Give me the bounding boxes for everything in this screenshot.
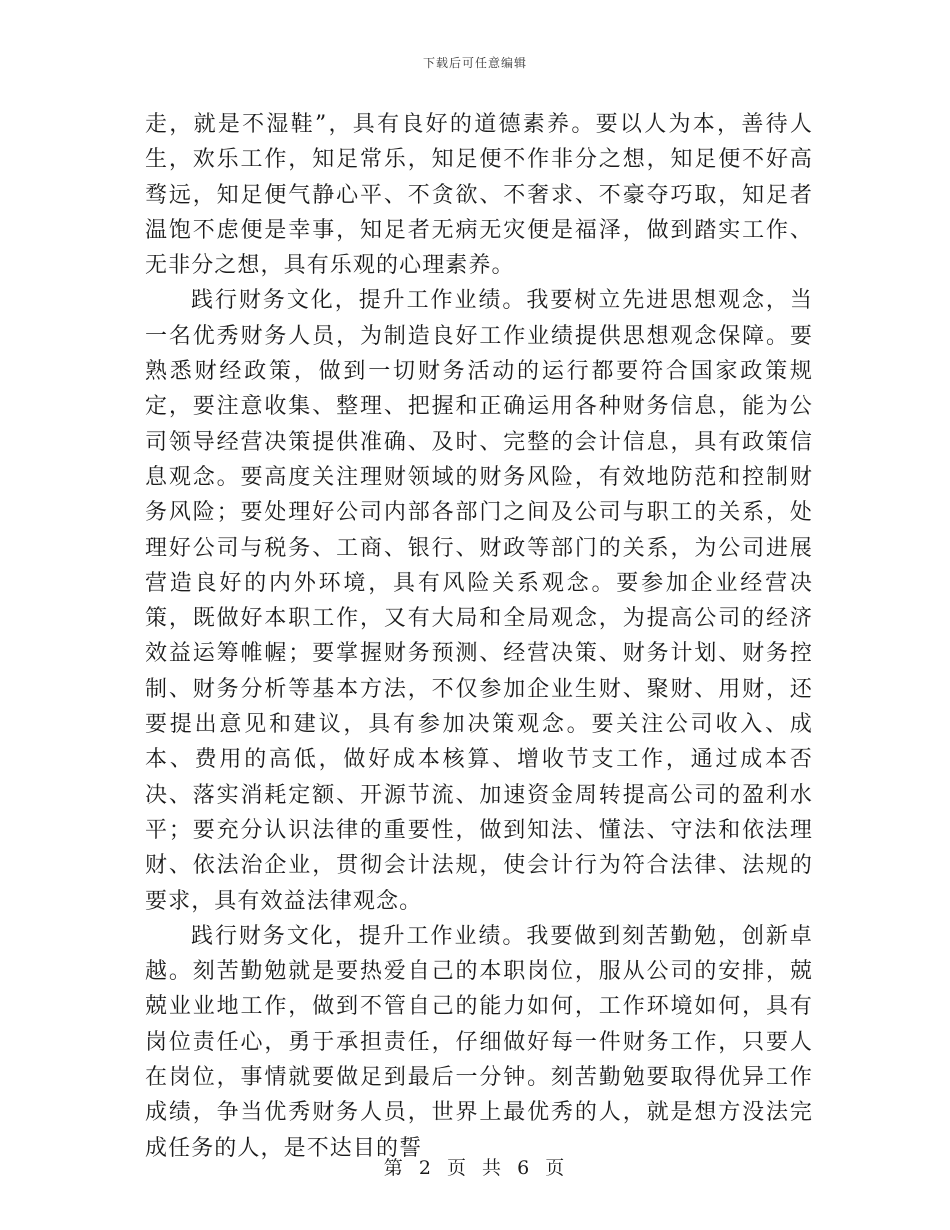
page-footer (0, 1153, 950, 1180)
paragraph-1: 走，就是不湿鞋”，具有良好的道德素养。要以人为本，善待人生，欢乐工作，知足常乐，知足便不作非分之想，知足便不好高骛远，知足便气静心平、不贪欲、不奢求、不豪夺巧取，知足者温饱不虑便是幸事，知足者无病无灾便是福泽，做到踏实工作、无非分之想，具有乐观的心理素养。 (145, 112, 813, 279)
page-total: 6 (517, 1157, 532, 1179)
paragraph-3: 践行财务文化，提升工作业绩。我要做到刻苦勤勉，创新卓越。刻苦勤勉就是要热爱自己的本职岗位，服从公司的安排，兢兢业业地工作，做到不管自己的能力如何，工作环境如何，具有岗位责任心，勇于承担责任，仔细做好每一件财务工作，只要人在岗位，事情就要做足到最后一分钟。刻苦勤勉要取得优异工作成绩，争当优秀财务人员，世界上最优秀的人，就是想方没法完成任务的人，是不达目的誓 (145, 923, 813, 1161)
footer-prefix: 第 (383, 1157, 405, 1179)
footer-suffix: 页 (545, 1157, 567, 1179)
page-current: 2 (418, 1157, 433, 1179)
paragraph-2: 践行财务文化，提升工作业绩。我要树立先进思想观念，当一名优秀财务人员，为制造良好工作业绩提供思想观念保障。要熟悉财经政策，做到一切财务活动的运行都要符合国家政策规定，要注意收集、整理、把握和正确运用各种财务信息，能为公司领导经营决策提供准确、及时、完整的会计信息，具有政策信息观念。要高度关注理财领域的财务风险，有效地防范和控制财务风险；要处理好公司内部各部门之间及公司与职工的关系，处理好公司与税务、工商、银行、财政等部门的关系，为公司进展营造良好的内外环境，具有风险关系观念。要参加企业经营决策，既做好本职工作，又有大局和全局观念，为提高公司的经济效益运筹帷幄；要掌握财务预测、经营决策、财务计划、财务控制、财务分析等基本方法，不仅参加企业生财、聚财、用财，还要提出意见和建议，具有参加决策观念。要关注公司收入、成本、费用的高低，做好成本核算、增收节支工作，通过成本否决、落实消耗定额、开源节流、加速资金周转提高公司的盈利水平；要充分认识法律的重要性，做到知法、懂法、守法和依法理财、依法治企业，贯彻会计法规，使会计行为符合法律、法规的要求，具有效益法律观念。 (145, 288, 813, 914)
body-text (145, 107, 813, 1166)
header-note: 下载后可任意编辑 (422, 56, 527, 70)
footer-mid2: 共 (482, 1157, 504, 1179)
footer-mid1: 页 (446, 1157, 468, 1179)
